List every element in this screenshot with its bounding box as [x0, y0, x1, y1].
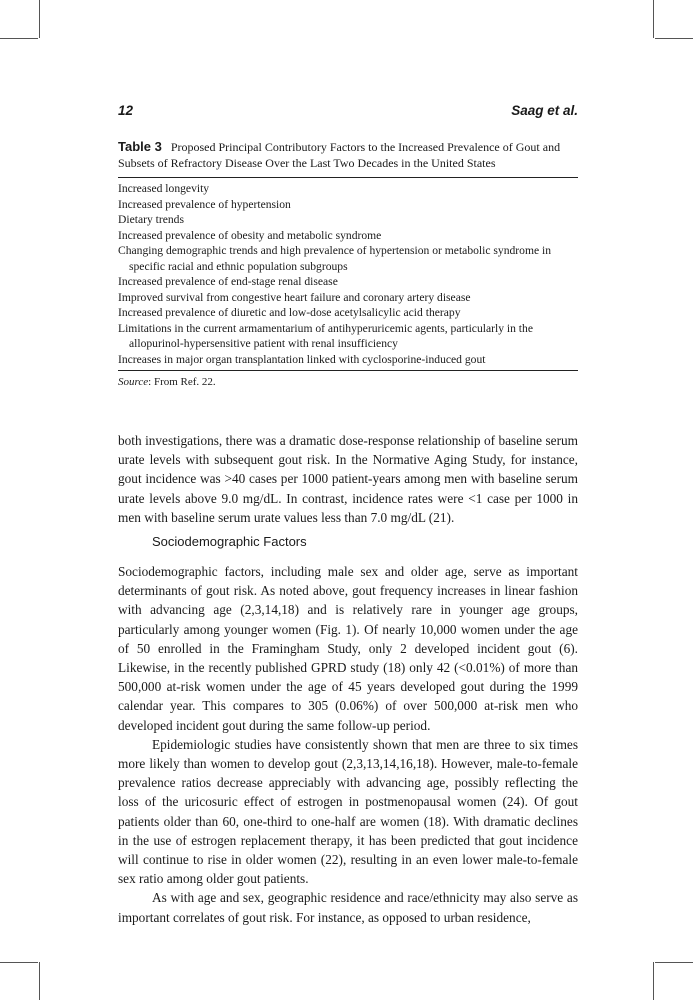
- crop-mark: [655, 962, 693, 963]
- page-number: 12: [118, 103, 134, 118]
- table-bottom-rule: [118, 370, 578, 371]
- crop-mark: [39, 0, 40, 38]
- table-row: Increased longevity: [118, 182, 210, 195]
- running-author: Saag et al.: [511, 103, 578, 118]
- paragraph: As with age and sex, geographic residence and race/ethnicity may also serve as important correlates of gout risk. For instance, as opposed to urban residence,: [118, 890, 578, 925]
- running-header: [118, 103, 578, 121]
- table-row: Increased prevalence of end-stage renal disease: [118, 275, 338, 288]
- table-label: Table 3: [118, 139, 162, 154]
- crop-mark: [653, 0, 654, 38]
- crop-mark: [653, 962, 654, 1000]
- table-body: [118, 181, 578, 367]
- table-row: Increased prevalence of obesity and metabolic syndrome: [118, 228, 382, 242]
- section-heading: Sociodemographic Factors: [152, 534, 307, 549]
- table-row: Increases in major organ transplantation linked with cyclosporine-induced gout: [118, 352, 486, 366]
- source-label: Source: [118, 376, 149, 388]
- table-row: Changing demographic trends and high prevalence of hypertension or metabolic syndrome in specific racial and ethnic population subgroups: [118, 244, 552, 273]
- crop-mark: [0, 962, 38, 963]
- paragraph: Epidemiologic studies have consistently shown that men are three to six times more likely than women to develop gout (2,3,13,14,16,18). However, male-to-female prevalence ratios decrease appreciably with advancing age, possibly reflecting the loss of the uricosuric effect of estrogen in postmenopausal women (24). Of gout patients older than 60, one-third to one-half are women (18). With dramatic declines in the use of estrogen replacement therapy, it has been predicted that gout incidence will continue to rise in older women (22), resulting in an even lower male-to-female sex ratio among older gout patients.: [118, 736, 578, 887]
- table-row: Improved survival from congestive heart failure and coronary artery disease: [118, 290, 471, 304]
- table-caption-text: Proposed Principal Contributory Factors to the Increased Prevalence of Gout and Subsets of Refractory Disease Over the Last Two Decades in the United States: [118, 140, 561, 170]
- table-row: Increased prevalence of hypertension: [118, 197, 291, 211]
- table-row: Limitations in the current armamentarium of antihyperuricemic agents, particularly in the allopurinol-hypersensitive patient with renal insufficiency: [118, 321, 533, 350]
- table-row: Dietary trends: [118, 213, 184, 226]
- table-caption: [118, 139, 578, 171]
- body-text-top: [118, 431, 578, 527]
- crop-mark: [0, 38, 38, 39]
- table-row: Increased prevalence of diuretic and low-dose acetylsalicylic acid therapy: [118, 306, 461, 319]
- crop-mark: [655, 38, 693, 39]
- table-top-rule: [118, 177, 578, 178]
- source-text: : From Ref. 22.: [148, 376, 216, 388]
- crop-mark: [39, 962, 40, 1000]
- table-source: [118, 376, 216, 388]
- paragraph: Sociodemographic factors, including male sex and older age, serve as important determinants of gout risk. As noted above, gout frequency increases in linear fashion with advancing age (2,3,14,18) and is relatively rare in younger age groups, particularly among younger women (Fig. 1). Of nearly 10,000 women under the age of 50 enrolled in the Framingham Study, only 2 developed incident gout (6). Likewise, in the recently published GPRD study (18) only 42 (<0.01%) of more than 500,000 at-risk women under the age of 45 years developed gout during the 1999 calendar year. This compares to 305 (0.06%) of over 500,000 at-risk men who developed incident gout during the same follow-up period.: [118, 564, 578, 733]
- body-text-main: [118, 562, 578, 927]
- paragraph: both investigations, there was a dramatic dose-response relationship of baseline serum urate levels with subsequent gout risk. In the Normative Aging Study, for instance, gout incidence was >40 cases per 1000 patient-years among men with baseline serum urate levels above 9.0 mg/dL. In contrast, incidence rates were <1 case per 1000 in men with baseline serum urate values less than 7.0 mg/dL (21).: [118, 433, 578, 525]
